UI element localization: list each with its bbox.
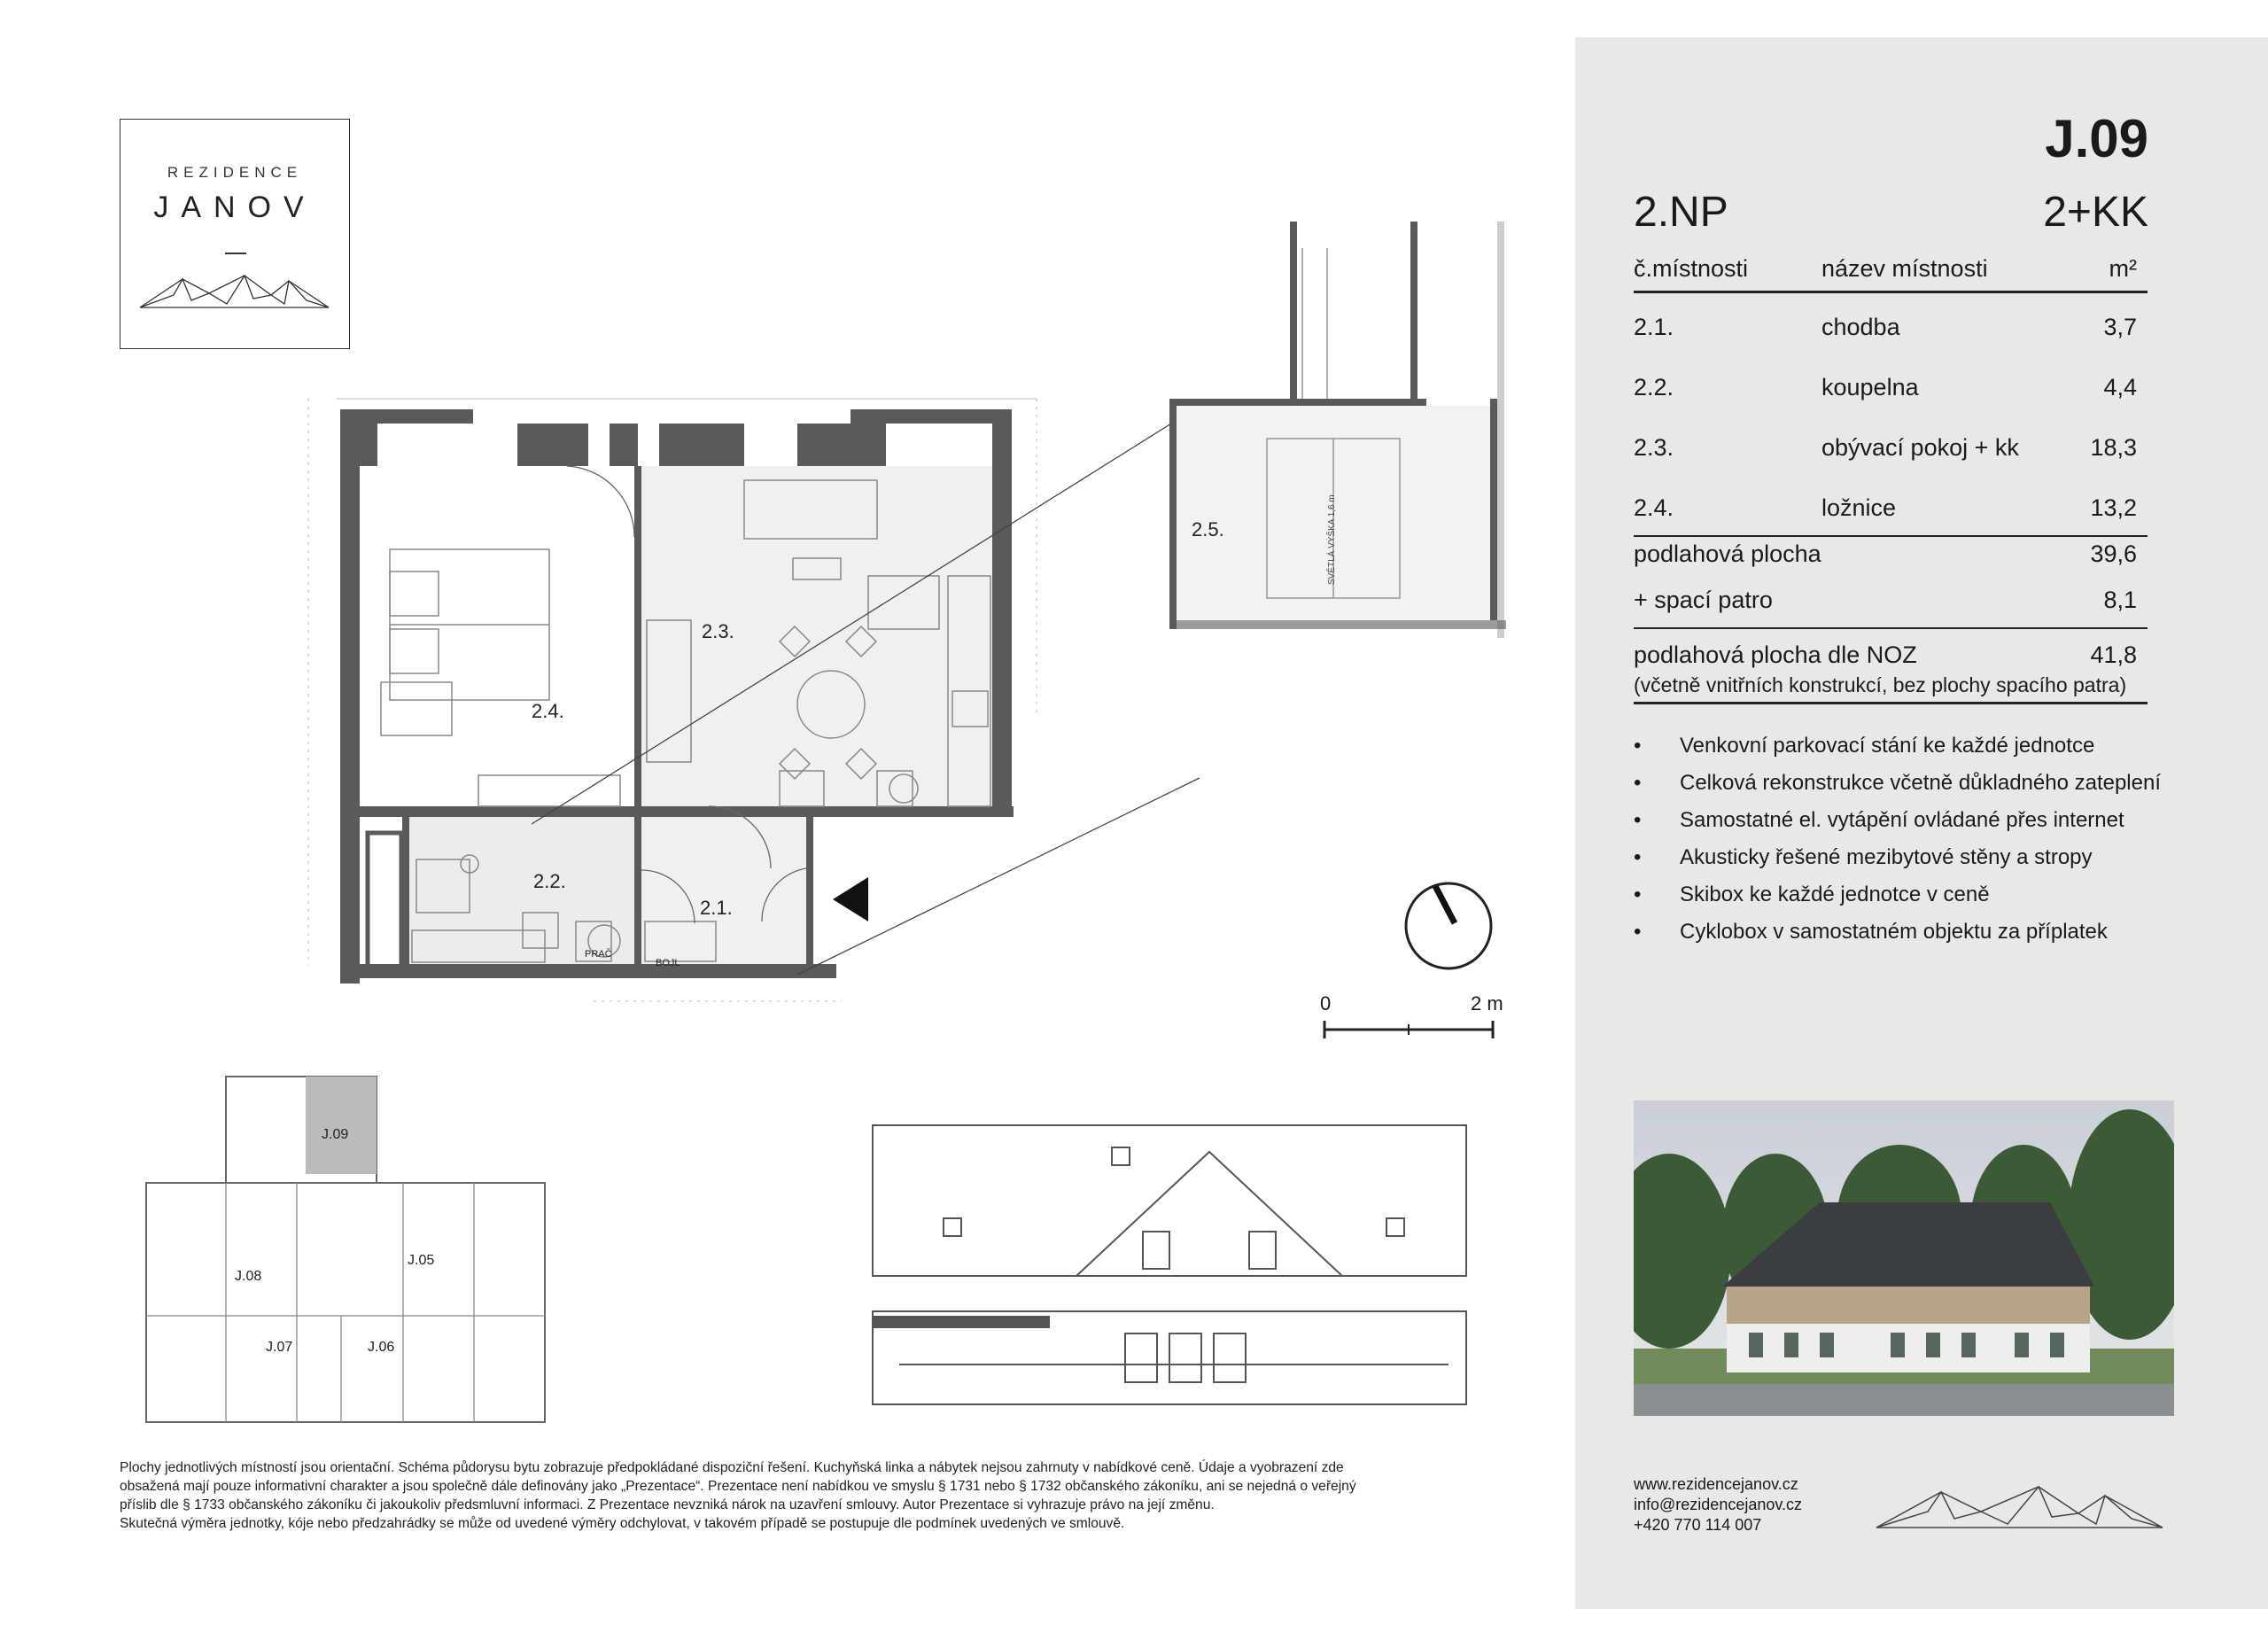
room-label-2-5: 2.5. bbox=[1192, 518, 1224, 540]
room-name: chodba bbox=[1821, 314, 1900, 340]
noz-area-value: 41,8 bbox=[2090, 641, 2137, 668]
logo-line2: JANOV bbox=[153, 190, 316, 224]
key-plan-label-j08: J.08 bbox=[235, 1269, 262, 1284]
room-number: 2.3. bbox=[1634, 434, 1674, 461]
north-arrow-icon bbox=[1400, 877, 1497, 975]
scale-end: 2 m bbox=[1471, 992, 1503, 1015]
entrance-arrow-icon bbox=[833, 877, 868, 921]
contact-email: info@rezidencejanov.cz bbox=[1634, 1496, 1803, 1513]
feature-text: Skibox ke každé jednotce v ceně bbox=[1680, 882, 1990, 906]
room-label-2-1: 2.1. bbox=[700, 897, 733, 919]
table-row bbox=[1634, 374, 2148, 409]
header-area: m² bbox=[2109, 255, 2137, 282]
floor-area-row bbox=[1634, 540, 2148, 576]
table-row bbox=[1634, 434, 2148, 470]
disclaimer bbox=[120, 1458, 1528, 1533]
key-plan-label-j05: J.05 bbox=[408, 1253, 435, 1268]
room-label-2-2: 2.2. bbox=[533, 870, 566, 892]
elevation-drawing bbox=[846, 1116, 1480, 1409]
key-plan-unit-j09 bbox=[306, 1077, 377, 1174]
scale-bar bbox=[1320, 992, 1506, 1046]
contact-phone: +420 770 114 007 bbox=[1634, 1516, 1762, 1534]
table-header bbox=[1634, 255, 2148, 293]
noz-area-label: podlahová plocha dle NOZ bbox=[1634, 641, 1917, 668]
elevation-windows bbox=[944, 1147, 1404, 1382]
washer-label: PRAČ bbox=[585, 949, 612, 960]
header-name: název místnosti bbox=[1821, 255, 1988, 282]
building-render-image bbox=[1634, 1100, 2174, 1416]
room-area: 18,3 bbox=[2090, 434, 2137, 461]
room-name: obývací pokoj + kk bbox=[1821, 434, 2019, 461]
key-plan-label-j06: J.06 bbox=[368, 1340, 395, 1355]
feature-text: Cyklobox v samostatném objektu za příplatek bbox=[1680, 920, 2108, 944]
table-divider bbox=[1634, 702, 2148, 704]
room-area: 4,4 bbox=[2103, 374, 2137, 400]
layout-label: 2+KK bbox=[2043, 189, 2148, 236]
key-plan-label-j09: J.09 bbox=[322, 1127, 349, 1142]
feature-text: Samostatné el. vytápění ovládané přes internet bbox=[1680, 808, 2124, 832]
loft-height-note: SVĚTLÁ VÝŠKA 1,6 m bbox=[1327, 494, 1337, 585]
loft-detail-plan bbox=[1161, 222, 1533, 638]
table-divider bbox=[1634, 535, 2148, 537]
key-plan bbox=[137, 1059, 554, 1431]
bullet: • bbox=[1634, 808, 1642, 832]
noz-area-row bbox=[1634, 641, 2148, 677]
disclaimer-line: obsažená mají pouze informativní charakter a jsou společně dále definovány jako „Prezentace“. Prezentace není nabídkou ve smyslu § 1731 nebo § 1732 občanského zákoníku, ani se nejedná o veřejný bbox=[120, 1479, 1356, 1494]
key-plan-label-j07: J.07 bbox=[266, 1340, 293, 1355]
room-number: 2.1. bbox=[1634, 314, 1674, 340]
disclaimer-line: příslib dle § 1733 občanského zákoníku či jakoukoliv předsmluvní informaci. Z Prezentace nevzniká nárok na uzavření smlouvy. Autor Prezentace si vyhrazuje právo na její změnu. bbox=[120, 1497, 1215, 1512]
bullet: • bbox=[1634, 920, 1642, 944]
feature-text: Venkovní parkovací stání ke každé jednotce bbox=[1680, 734, 2095, 758]
room-label-2-4: 2.4. bbox=[532, 700, 564, 722]
noz-area-note: (včetně vnitřních konstrukcí, bez plochy spacího patra) bbox=[1634, 673, 2127, 696]
room-number: 2.2. bbox=[1634, 374, 1674, 400]
bullet: • bbox=[1634, 734, 1642, 758]
info-panel bbox=[1575, 37, 2268, 1609]
contact-info bbox=[1634, 1474, 1802, 1536]
disclaimer-line: Plochy jednotlivých místností jsou orientační. Schéma půdorysu bytu zobrazuje předpokládané dispoziční řešení. Kuchyňská linka a nábytek nejsou zahrnuty v nabídkové ceně. Údaje a vyobrazení zde bbox=[120, 1460, 1344, 1475]
room-number: 2.4. bbox=[1634, 494, 1674, 521]
sleeping-loft-label: + spací patro bbox=[1634, 587, 1773, 613]
logo-line1: REZIDENCE bbox=[167, 164, 303, 181]
table-divider bbox=[1634, 627, 2148, 629]
header-number: č.místnosti bbox=[1634, 255, 1749, 282]
room-area: 3,7 bbox=[2103, 314, 2137, 340]
room-name: koupelna bbox=[1821, 374, 1919, 400]
table-row bbox=[1634, 494, 2148, 530]
feature-text: Akusticky řešené mezibytové stěny a stropy bbox=[1680, 845, 2093, 869]
floor-area-value: 39,6 bbox=[2090, 540, 2137, 567]
bullet: • bbox=[1634, 882, 1642, 906]
room-area: 13,2 bbox=[2090, 494, 2137, 521]
contact-web: www.rezidencejanov.cz bbox=[1634, 1475, 1798, 1493]
room-name: ložnice bbox=[1821, 494, 1897, 521]
sleeping-loft-value: 8,1 bbox=[2103, 587, 2137, 613]
room-label-2-3: 2.3. bbox=[702, 620, 734, 642]
boiler-label: BOJL bbox=[656, 958, 680, 968]
table-row bbox=[1634, 314, 2148, 349]
mountains-icon bbox=[1875, 1481, 2167, 1533]
floor-label: 2.NP bbox=[1634, 189, 1728, 236]
unit-code: J.09 bbox=[2045, 109, 2148, 168]
feature-text: Celková rekonstrukce včetně důkladného zateplení bbox=[1680, 771, 2161, 795]
disclaimer-line: Skutečná výměra jednotky, kóje nebo předzahrádky se může od uvedené výměry odchylovat, v takovém případě se postupuje dle podmínek uvedených ve smlouvě. bbox=[120, 1516, 1125, 1531]
logo-divider bbox=[225, 253, 246, 254]
scale-start: 0 bbox=[1320, 992, 1332, 1015]
bullet: • bbox=[1634, 771, 1642, 795]
bullet: • bbox=[1634, 845, 1642, 869]
floor-area-label: podlahová plocha bbox=[1634, 540, 1821, 567]
sleeping-loft-row bbox=[1634, 587, 2148, 622]
